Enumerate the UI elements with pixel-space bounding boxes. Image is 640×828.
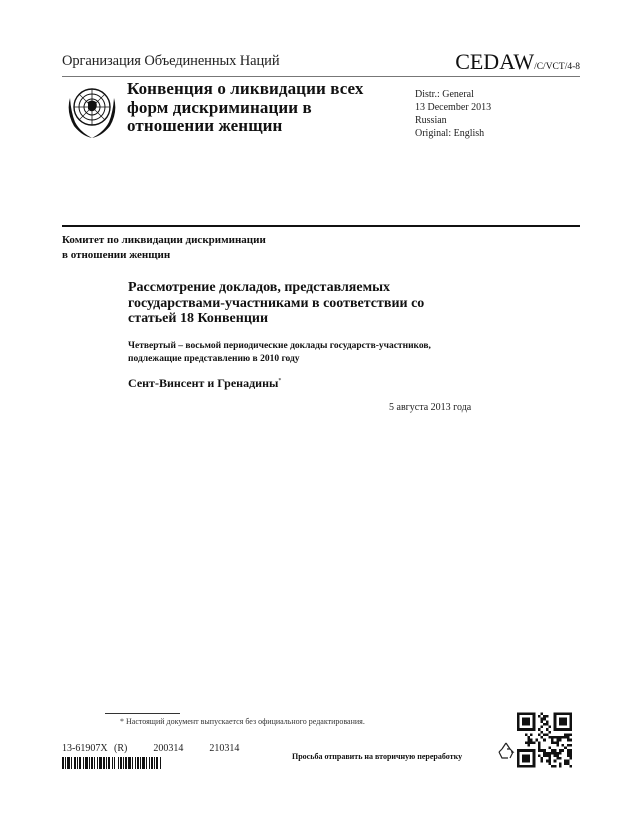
header-rule	[62, 76, 580, 77]
document-symbol	[455, 49, 580, 75]
qr-code-icon	[517, 712, 572, 768]
country-heading	[128, 376, 281, 391]
original-language: Original: English	[415, 128, 485, 139]
section-title-line: государствами-участниками в соответствии со	[128, 295, 425, 311]
footnote-marker[interactable]: *	[278, 378, 282, 384]
distribution-status: Distr.: General	[415, 89, 474, 100]
organization-name: Организация Объединенных Наций	[62, 53, 280, 69]
section-title-line: статьей 18 Конвенции	[128, 311, 269, 326]
committee-name	[62, 233, 266, 263]
convention-title-line: форм дискриминации в	[127, 97, 312, 117]
committee-line: в отношении женщин	[62, 249, 171, 261]
report-date: 5 августа 2013 года	[389, 402, 472, 413]
symbol-sub: /C/VCT/4-8	[534, 62, 580, 72]
recycle-icon	[496, 741, 516, 761]
subtitle-line: Четвертый – восьмой периодические доклады государств-участников,	[128, 341, 431, 351]
distribution-date: 13 December 2013	[415, 102, 492, 113]
country-name: Сент-Винсент и Гренадины	[128, 376, 279, 390]
symbol-main: CEDAW	[455, 49, 535, 74]
barcode-icon	[62, 757, 238, 769]
convention-title	[127, 80, 387, 136]
committee-line: Комитет по ликвидации дискриминации	[62, 234, 266, 246]
subtitle-line: подлежащие представлению в 2010 году	[128, 354, 300, 364]
section-title	[128, 280, 448, 327]
distribution-language: Russian	[415, 115, 447, 126]
convention-title-line: отношении женщин	[127, 116, 283, 135]
un-emblem-icon	[64, 80, 120, 140]
report-subtitle	[128, 340, 508, 366]
section-rule	[62, 225, 580, 227]
footnote-text: * Настоящий документ выпускается без официального редактирования.	[120, 717, 365, 726]
job-number: 13-61907X (R) 200314 210314	[62, 743, 240, 754]
convention-title-line: Конвенция о ликвидации всех	[127, 79, 364, 98]
section-title-line: Рассмотрение докладов, представляемых	[128, 280, 391, 295]
distribution-block	[415, 88, 491, 140]
recycle-text: Просьба отправить на вторичную переработку	[292, 752, 463, 761]
footnote-rule	[105, 713, 180, 714]
